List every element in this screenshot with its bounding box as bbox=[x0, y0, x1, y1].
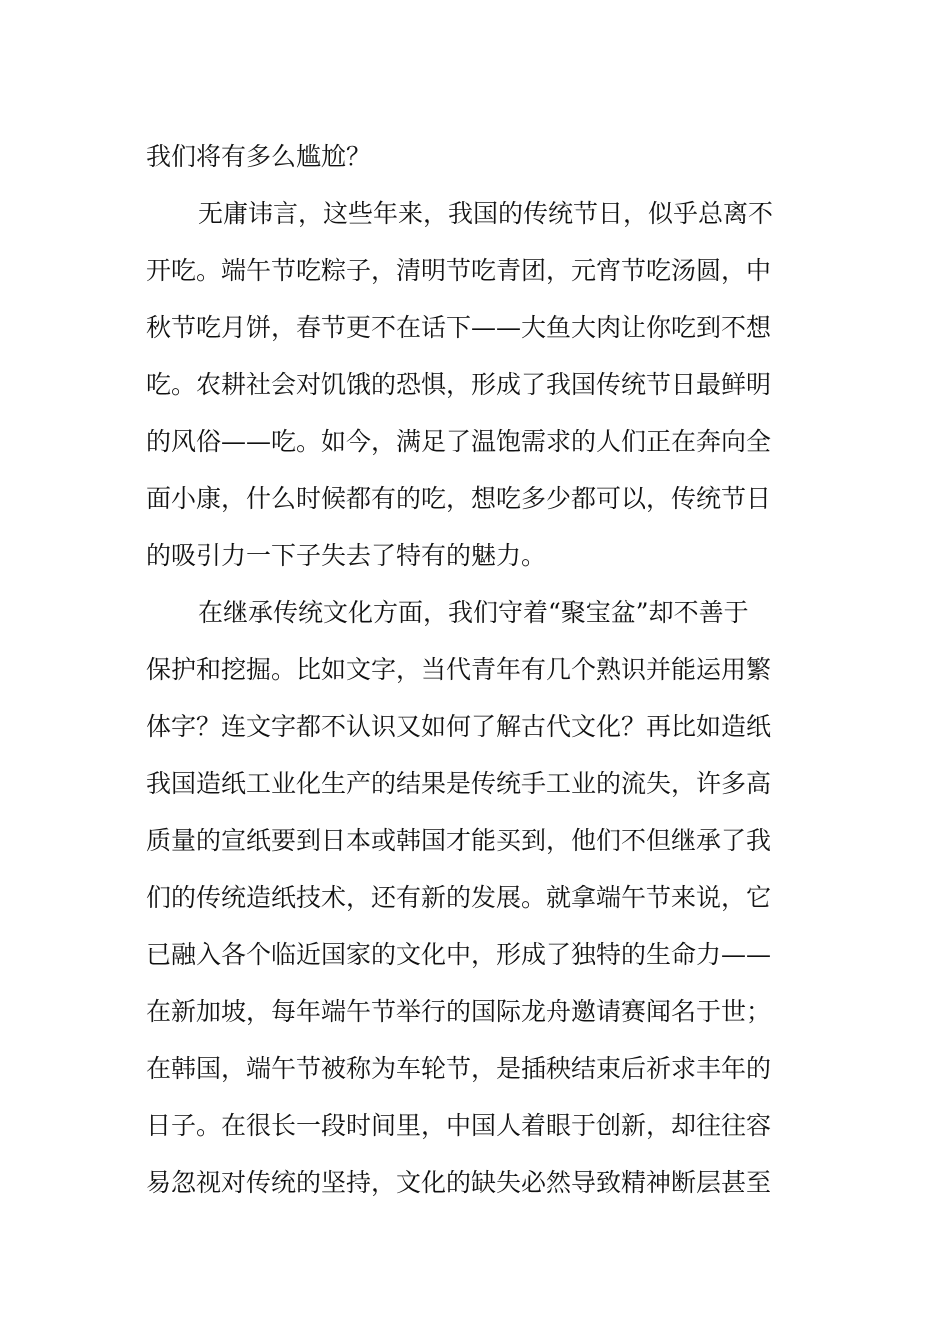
text-line: 易忽视对传统的坚持，文化的缺失必然导致精神断层甚至 bbox=[146, 1168, 772, 1197]
body-text bbox=[146, 128, 816, 1211]
text-line: 的吸引力一下子失去了特有的魅力。 bbox=[146, 541, 547, 570]
paragraph-start-line: 无庸讳言，这些年来，我国的传统节日，似乎总离不 bbox=[198, 199, 774, 228]
text-line: 秋节吃月饼，春节更不在话下——大鱼大肉让你吃到不想 bbox=[146, 313, 772, 342]
text-line: 在韩国，端午节被称为车轮节，是插秧结束后祈求丰年的 bbox=[146, 1054, 772, 1083]
text-line: 保护和挖掘。比如文字，当代青年有几个熟识并能运用繁 bbox=[146, 655, 772, 684]
text-line: 们的传统造纸技术，还有新的发展。就拿端午节来说，它 bbox=[146, 883, 772, 912]
text-line: 吃。农耕社会对饥饿的恐惧，形成了我国传统节日最鲜明 bbox=[146, 370, 772, 399]
text-line: 在新加坡，每年端午节举行的国际龙舟邀请赛闻名于世； bbox=[146, 997, 772, 1026]
text-line: 面小康，什么时候都有的吃，想吃多少都可以，传统节日 bbox=[146, 484, 772, 513]
text-line: 质量的宣纸要到日本或韩国才能买到，他们不但继承了我 bbox=[146, 826, 772, 855]
text-line: 我们将有多么尴尬？ bbox=[146, 142, 372, 171]
text-line: 日子。在很长一段时间里，中国人着眼于创新，却往往容 bbox=[146, 1111, 772, 1140]
text-line: 已融入各个临近国家的文化中，形成了独特的生命力—— bbox=[146, 940, 772, 969]
text-line: 体字？连文字都不认识又如何了解古代文化？再比如造纸 bbox=[146, 712, 772, 741]
paragraph-start-line: 在继承传统文化方面，我们守着“聚宝盆”却不善于 bbox=[198, 598, 749, 627]
text-line: 我国造纸工业化生产的结果是传统手工业的流失，许多高 bbox=[146, 769, 772, 798]
text-line: 开吃。端午节吃粽子，清明节吃青团，元宵节吃汤圆，中 bbox=[146, 256, 772, 285]
text-line: 的风俗——吃。如今，满足了温饱需求的人们正在奔向全 bbox=[146, 427, 772, 456]
